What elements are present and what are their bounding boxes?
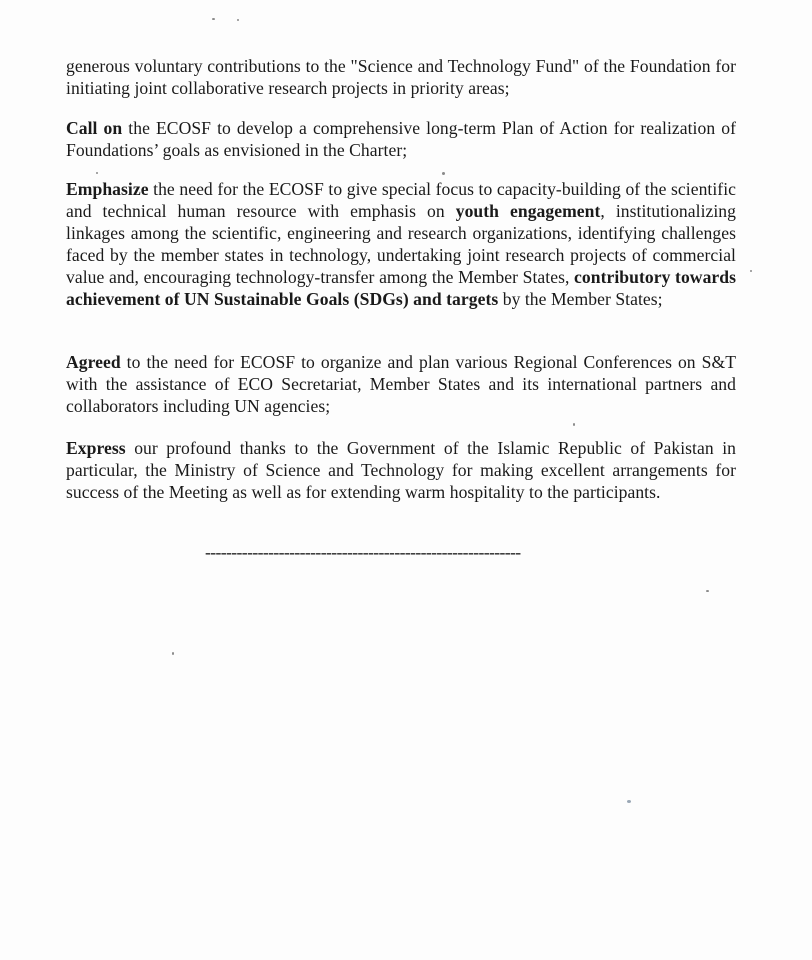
paragraph-lead: Emphasize [66, 179, 149, 199]
paragraph-call-on [66, 117, 736, 161]
paragraph-text: our profound thanks to the Government of the Islamic Republic of Pakistan in particular, the Ministry of Science and Technology for making excellent arrangements for success of the Meeting as well as for extending warm hospitality to the participants. [66, 438, 736, 502]
paragraph-text: generous voluntary contributions to the "Science and Technology Fund" of the Foundation for initiating joint collaborative research projects in priority areas; [66, 56, 736, 98]
paragraph-contributions [66, 55, 736, 99]
paragraph-text: the ECOSF to develop a comprehensive long-term Plan of Action for realization of Foundations’ goals as envisioned in the Charter; [66, 118, 737, 160]
paragraph-express [66, 437, 736, 503]
paragraph-text: to the need for ECOSF to organize and plan various Regional Conferences on S&T with the assistance of ECO Secretariat, Member States and its international partners and collaborators including UN agencies; [66, 352, 736, 416]
bold-phrase-sdgs: contributory towards achievement of UN Sustainable Goals (SDGs) and targets [66, 267, 737, 309]
paragraph-agreed [66, 351, 736, 417]
end-of-document-rule: ------------------------------------------------------------ [205, 542, 521, 562]
paragraph-lead: Call on [66, 118, 123, 138]
scan-speck [212, 18, 215, 20]
paragraph-lead: Agreed [66, 352, 121, 372]
scan-speck [573, 423, 575, 426]
scan-speck [237, 19, 239, 21]
scan-speck [627, 800, 631, 803]
scan-speck [96, 172, 98, 174]
bold-phrase-youth-engagement: youth engagement [455, 201, 601, 221]
scan-speck [750, 270, 752, 272]
paragraph-lead: Express [66, 438, 126, 458]
paragraph-text: the need for the ECOSF to give special focus to capacity-building of the scientific and technical human resource with emphasis on [66, 179, 736, 221]
scan-speck [442, 172, 445, 175]
paragraph-text: , institutionalizing linkages among the scientific, engineering and research organizations, identifying challenges faced by the member states in technology, undertaking joint research projects of commercial value and, encouraging technology-transfer among the Member States, [66, 201, 736, 287]
scan-speck [706, 590, 709, 592]
paragraph-emphasize [66, 178, 736, 310]
paragraph-text: by the Member States; [498, 289, 663, 309]
scan-speck [172, 652, 174, 655]
